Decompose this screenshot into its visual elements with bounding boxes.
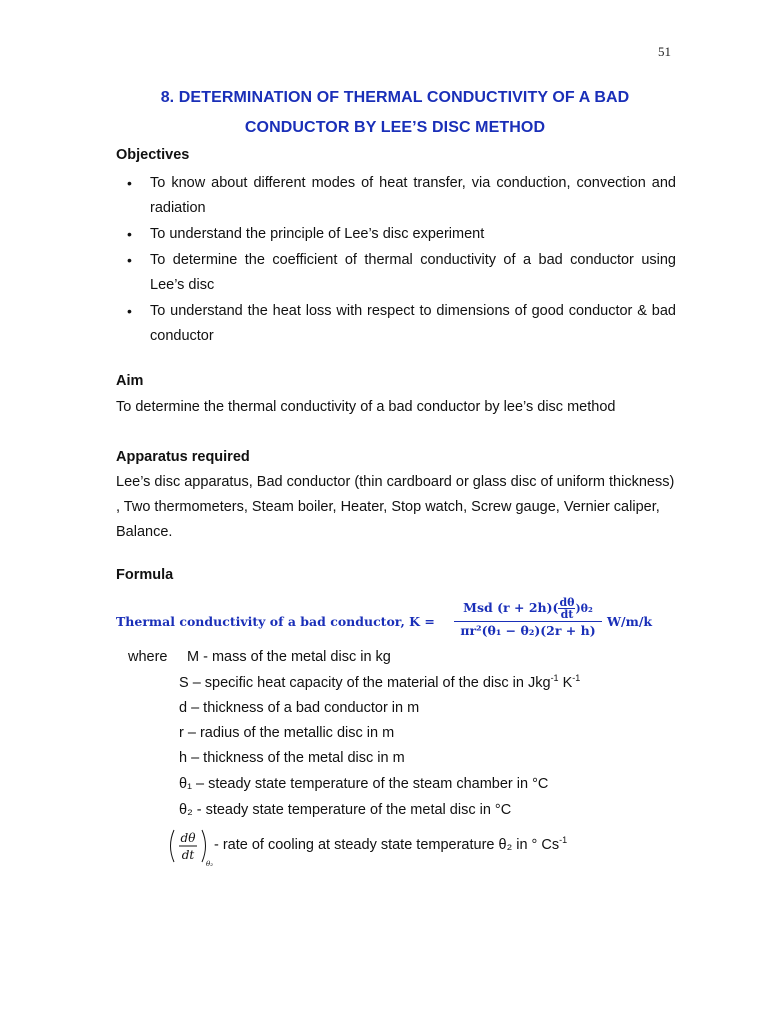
formula-lhs: Thermal conductivity of a bad conductor, K = — [116, 614, 435, 629]
bullet-icon: • — [127, 175, 132, 191]
rate-of-cooling-description: - rate of cooling at steady state temperature θ₂ in ° $Cs^{-1}$ — [214, 835, 568, 853]
apparatus-heading: Apparatus required — [116, 449, 250, 465]
formula-numerator: Msd (r + 2h)( $\frac{d\theta}{dt}$ )θ₂ — [463, 596, 593, 621]
objectives-heading: Objectives — [116, 147, 190, 163]
var-radius: r – radius of the metallic disc in m — [179, 725, 395, 741]
formula-unit: W/m/k — [607, 614, 653, 629]
bullet-icon: • — [127, 303, 132, 319]
var-theta1: θ₁ – steady state temperature of the steam chamber in °C — [179, 776, 549, 792]
derivative-symbol-icon — [166, 828, 212, 868]
list-item: • To understand the principle of Lee’s disc experiment — [116, 222, 676, 247]
apparatus-text: Lee’s disc apparatus, Bad conductor (thin cardboard or glass disc of uniform thickness) , Two thermometers, Steam boiler, Heater, Stop watch, Screw gauge, Vernier caliper, Balance. — [116, 474, 675, 540]
list-item: • To know about different modes of heat transfer, via conduction, convection and radiation — [116, 171, 676, 221]
page-title-line-2: CONDUCTOR BY LEE’S DISC METHOD — [244, 119, 546, 136]
page-number: 51 — [658, 44, 671, 59]
thermal-conductivity-formula — [116, 594, 696, 644]
var-thickness-bad-conductor: d – thickness of a bad conductor in m — [179, 700, 420, 716]
aim-heading: Aim — [116, 373, 144, 389]
formula-denominator: πr²(θ₁ − θ₂)(2r + h) — [460, 623, 596, 638]
list-item: • To determine the coefficient of thermal conductivity of a bad conductor using Lee’s disc — [116, 248, 676, 298]
svg-text:θ₂: θ₂ — [206, 860, 214, 868]
var-theta2: θ₂ - steady state temperature of the metal disc in °C — [179, 802, 512, 818]
page-title-line-1: 8. DETERMINATION OF THERMAL CONDUCTIVITY OF A BAD — [160, 89, 630, 106]
list-item: • To understand the heat loss with respect to dimensions of good conductor & bad conductor — [116, 299, 676, 349]
objectives-list — [116, 171, 676, 350]
formula-fraction — [452, 594, 604, 640]
where-label: where — [128, 649, 168, 665]
var-mass: M - mass of the metal disc in kg — [187, 649, 391, 665]
var-thickness-metal-disc: h – thickness of the metal disc in m — [179, 750, 405, 766]
svg-text:dt: dt — [181, 848, 195, 862]
derivative-fraction: $\frac{d\theta}{dt}$ — [559, 596, 575, 621]
var-specific-heat: S – specific heat capacity of the material of the disc in Jkg$^{-1}$ $K^{-1}$ — [179, 673, 581, 691]
formula-heading: Formula — [116, 567, 174, 583]
bullet-icon: • — [127, 226, 132, 242]
aim-text: To determine the thermal conductivity of a bad conductor by lee’s disc method — [116, 399, 616, 415]
svg-text:dθ: dθ — [180, 831, 196, 845]
bullet-icon: • — [127, 252, 132, 268]
